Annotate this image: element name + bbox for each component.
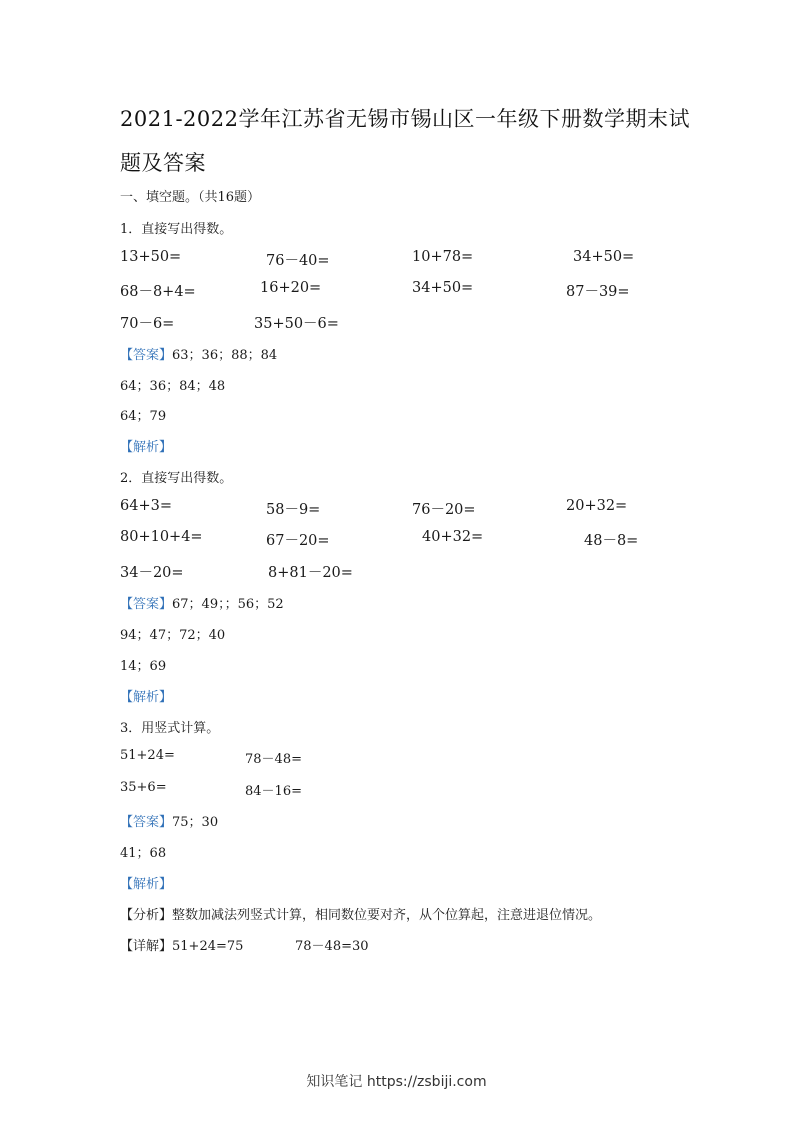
answer-text: 75；30 [172,815,219,830]
q1-expr: 34+50= [573,249,635,265]
xiangjie-label: 【详解】 [120,939,173,954]
q1-analysis-label: 【解析】 [120,440,173,455]
q2-answer-line: 94；47；72；40 [120,628,226,643]
fenxi-label: 【分析】 [120,908,173,923]
q1-expr: 10+78= [412,249,474,265]
xiangjie-text-1: 51+24=75 [172,939,244,954]
q3-expr: 35+6= [120,780,167,795]
q1-expr: 87－39= [566,284,630,300]
q3-answer [120,811,218,830]
q2-answer [120,593,284,612]
q1-prompt: 1．直接写出得数。 [120,222,233,237]
answer-label: 【答案】 [120,348,173,363]
q2-expr: 20+32= [566,498,628,514]
q1-expr: 68－8+4= [120,284,196,300]
fenxi-text: 整数加减法列竖式计算，相同数位要对齐，从个位算起，注意进退位情况。 [172,908,602,923]
q2-answer-line: 14；69 [120,659,167,674]
section-heading: 一、填空题。（共16题） [120,190,261,205]
q3-prompt: 3．用竖式计算。 [120,721,220,736]
q3-expr: 84－16= [245,784,302,799]
q1-expr: 35+50－6= [254,316,339,332]
q2-expr: 8+81－20= [268,565,353,581]
xiangjie-text-2: 78－48=30 [295,939,369,954]
q1-expr: 34+50= [412,280,474,296]
answer-label: 【答案】 [120,815,173,830]
footer-watermark: 知识笔记 https://zsbiji.com [306,1074,487,1090]
q1-answer-line: 64；79 [120,409,167,424]
q3-expr: 78－48= [245,752,302,767]
q2-expr: 40+32= [422,529,484,545]
q1-answer [120,344,277,363]
q2-expr: 67－20= [266,533,330,549]
q2-analysis-label: 【解析】 [120,690,173,705]
q2-prompt: 2．直接写出得数。 [120,471,233,486]
q2-expr: 58－9= [266,502,321,518]
q2-expr: 34－20= [120,565,184,581]
q3-expr: 51+24= [120,748,175,763]
q1-expr: 16+20= [260,280,322,296]
q3-xiangjie [120,935,243,954]
answer-label: 【答案】 [120,597,173,612]
answer-text: 63；36；88；84 [172,348,278,363]
page-title: 2021-2022学年江苏省无锡市锡山区一年级下册数学期末试 [120,107,690,131]
q1-expr: 70－6= [120,316,175,332]
q1-expr: 76－40= [266,253,330,269]
page-title-continued: 题及答案 [120,151,206,175]
q2-expr: 64+3= [120,498,172,514]
q3-analysis-label: 【解析】 [120,877,173,892]
q1-answer-line: 64；36；84；48 [120,379,226,394]
q2-expr: 80+10+4= [120,529,203,545]
answer-text: 67；49；；56；52 [172,597,284,612]
q3-fenxi [120,904,601,923]
q2-expr: 48－8= [584,533,639,549]
q3-answer-line: 41；68 [120,846,167,861]
q2-expr: 76－20= [412,502,476,518]
q1-expr: 13+50= [120,249,182,265]
